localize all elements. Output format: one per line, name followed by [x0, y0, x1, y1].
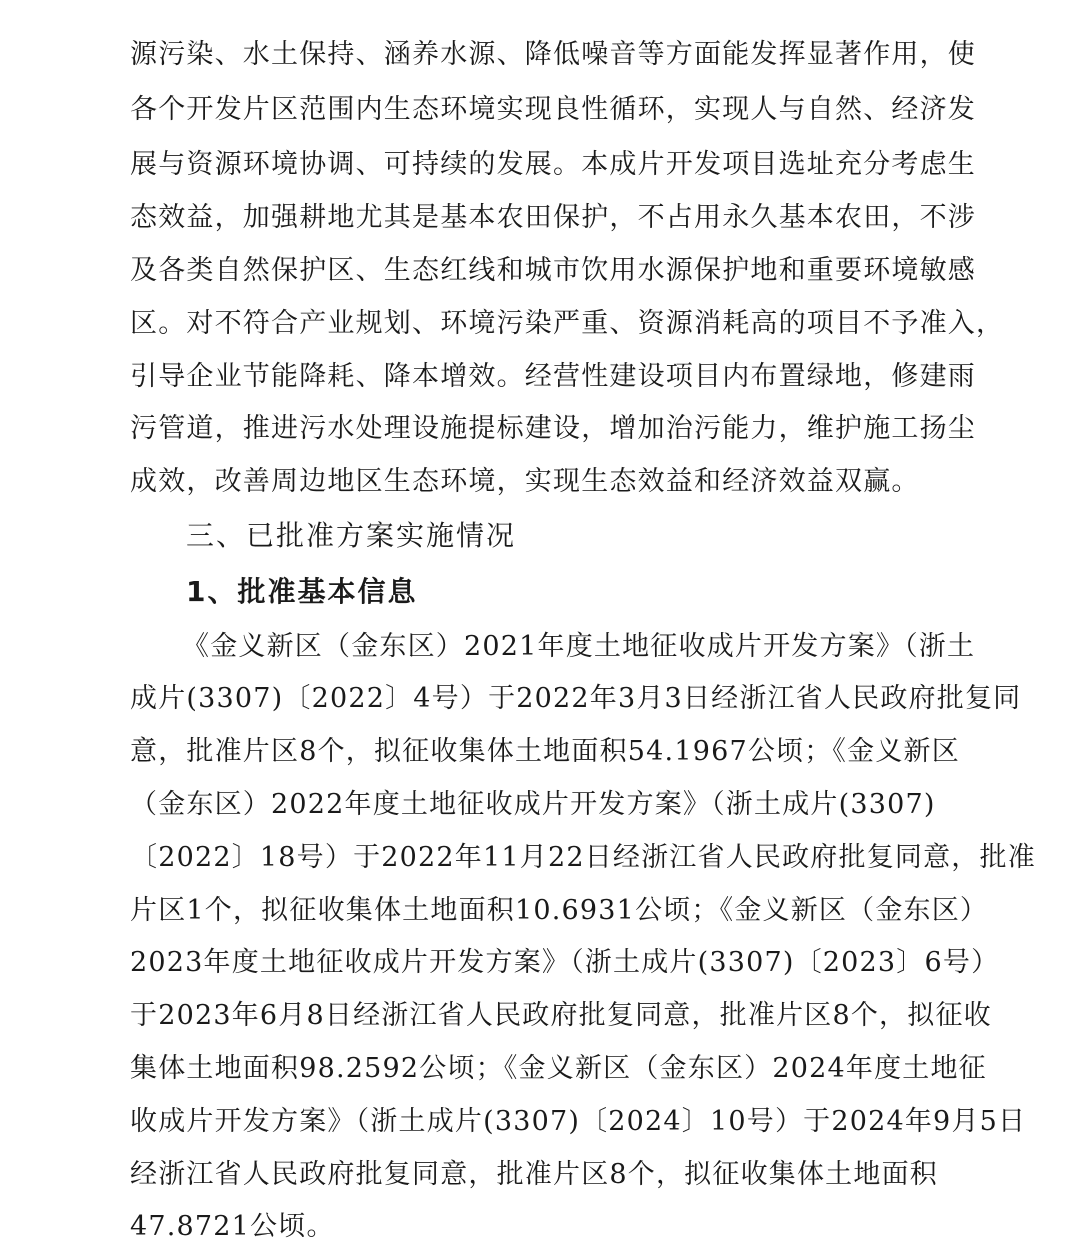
- paragraph-line: 经浙江省人民政府批复同意，批准片区8个，拟征收集体土地面积: [130, 1159, 938, 1190]
- paragraph-line: 片区1个，拟征收集体土地面积10.6931公顷；《金义新区（金东区）: [130, 895, 989, 926]
- paragraph-line: 收成片开发方案》（浙土成片(3307)〔2024〕10号）于2024年9月5日: [130, 1106, 1027, 1137]
- paragraph-line: 成片(3307)〔2022〕4号）于2022年3月3日经浙江省人民政府批复同: [130, 683, 1022, 714]
- subsection-heading: 1、批准基本信息: [186, 575, 418, 608]
- paragraph-line: 各个开发片区范围内生态环境实现良性循环，实现人与自然、经济发: [130, 94, 976, 125]
- section-heading: 三、已批准方案实施情况: [186, 519, 517, 552]
- paragraph-line: 〔2022〕18号）于2022年11月22日经浙江省人民政府批复同意，批准: [130, 842, 1036, 873]
- paragraph-line: 于2023年6月8日经浙江省人民政府批复同意，批准片区8个，拟征收: [130, 1000, 992, 1031]
- paragraph-line: 引导企业节能降耗、降本增效。经营性建设项目内布置绿地，修建雨: [130, 361, 976, 392]
- paragraph-line: 集体土地面积98.2592公顷；《金义新区（金东区）2024年度土地征: [130, 1053, 987, 1084]
- paragraph-line: 展与资源环境协调、可持续的发展。本成片开发项目选址充分考虑生: [130, 149, 976, 180]
- paragraph-line: 47.8721公顷。: [130, 1211, 335, 1242]
- paragraph-line: 意，批准片区8个，拟征收集体土地面积54.1967公顷；《金义新区: [130, 736, 960, 767]
- paragraph-line: 态效益，加强耕地尤其是基本农田保护，不占用永久基本农田，不涉: [130, 202, 976, 233]
- paragraph-line: 《金义新区（金东区）2021年度土地征收成片开发方案》（浙土: [182, 631, 976, 662]
- paragraph-line: （金东区）2022年度土地征收成片开发方案》（浙土成片(3307): [130, 789, 936, 820]
- paragraph-line: 源污染、水土保持、涵养水源、降低噪音等方面能发挥显著作用，使: [130, 39, 976, 70]
- paragraph-line: 2023年度土地征收成片开发方案》（浙土成片(3307)〔2023〕6号）: [130, 947, 1000, 978]
- paragraph-line: 污管道，推进污水处理设施提标建设，增加治污能力，维护施工扬尘: [130, 413, 976, 444]
- paragraph-line: 及各类自然保护区、生态红线和城市饮用水源保护地和重要环境敏感: [130, 255, 976, 286]
- paragraph-line: 成效，改善周边地区生态环境，实现生态效益和经济效益双赢。: [130, 466, 920, 497]
- paragraph-line: 区。对不符合产业规划、环境污染严重、资源消耗高的项目不予准入，: [130, 308, 1005, 339]
